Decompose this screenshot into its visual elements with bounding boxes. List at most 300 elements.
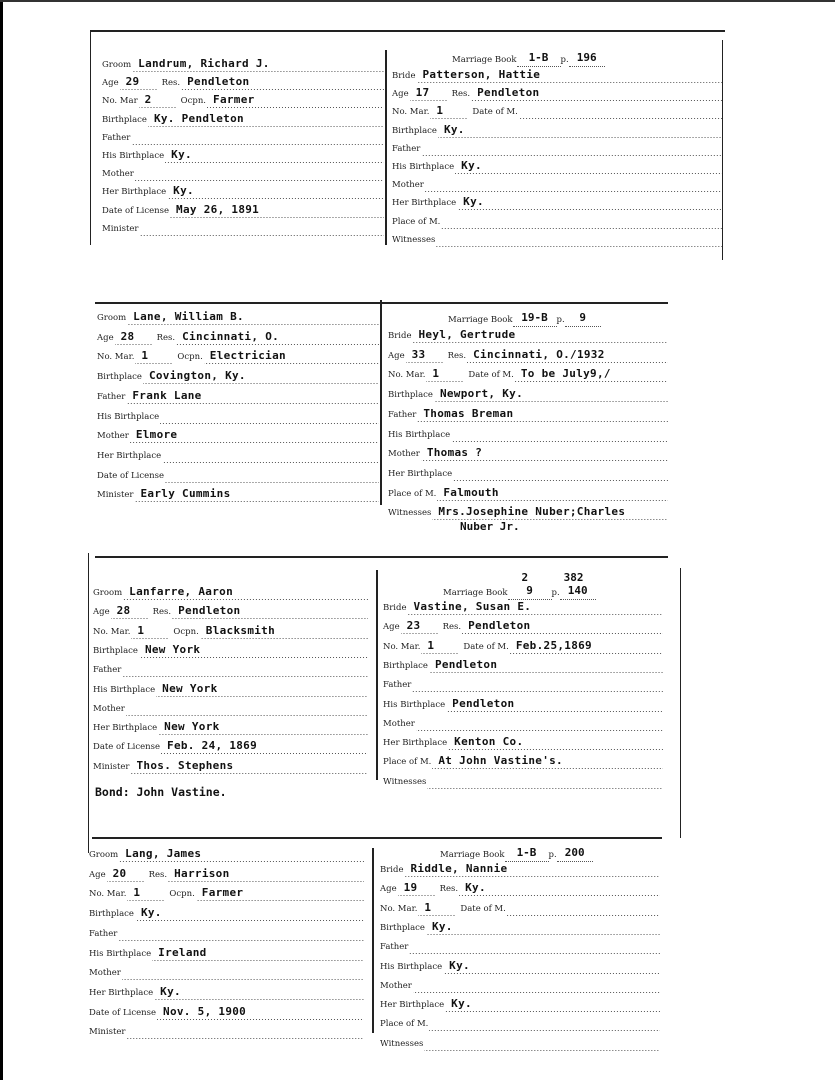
field-value: To be July9,/ xyxy=(520,367,611,381)
groom-field-mother xyxy=(93,699,368,716)
bride-field-mother xyxy=(388,444,668,461)
field-value-line xyxy=(127,884,165,901)
field-label: Res. xyxy=(161,78,181,89)
groom-field-birthplace xyxy=(93,641,368,658)
field-value: Ky. xyxy=(461,159,482,172)
field-label: No. Mar. xyxy=(392,107,430,118)
bride-field-no-mar xyxy=(388,365,668,382)
field-value-line xyxy=(432,752,663,769)
field-value-line xyxy=(453,464,668,481)
field-label: His Birthplace xyxy=(380,961,443,972)
field-value: Blacksmith xyxy=(205,623,276,637)
field-value: Ky. xyxy=(173,184,194,198)
field-value-line xyxy=(107,865,145,882)
field-value-line xyxy=(162,446,379,463)
field-value-line xyxy=(135,904,364,921)
field-value-line xyxy=(398,879,436,896)
field-value-line xyxy=(119,845,364,862)
field-value-line xyxy=(126,387,379,404)
field-value: Landrum, Richard J. xyxy=(138,57,270,70)
field-value-line xyxy=(459,879,660,896)
groom-field-her-birthplace xyxy=(89,983,364,1000)
field-value: Lane, William B. xyxy=(133,310,244,323)
bride-field-place-of-m xyxy=(392,212,722,229)
field-value-line xyxy=(122,660,368,677)
marriage-book-value: 19-B xyxy=(521,311,548,324)
field-value: Ky. xyxy=(431,919,453,933)
field-value: Frank Lane xyxy=(132,388,202,402)
field-value: 23 xyxy=(406,619,421,633)
bride-field-mother xyxy=(380,976,660,993)
field-label: Father xyxy=(388,409,417,420)
field-label: Res. xyxy=(156,332,176,343)
scan-edge-left xyxy=(0,0,3,1080)
field-label: Minister xyxy=(89,1027,126,1038)
field-value: Pendleton xyxy=(477,86,540,100)
bride-field-his-birthplace xyxy=(392,157,722,174)
field-value-line xyxy=(176,328,379,345)
card-column-divider xyxy=(376,570,378,780)
field-value: Ky. xyxy=(140,906,162,920)
bride-field-witnesses xyxy=(380,1034,660,1051)
bride-field-mother xyxy=(392,175,722,192)
marriage-book-number xyxy=(517,51,561,67)
field-value: 28 xyxy=(116,604,131,618)
card-separator-line xyxy=(95,302,668,304)
field-value-line xyxy=(429,656,663,673)
field-label: Res. xyxy=(451,89,471,100)
bride-field-his-birthplace xyxy=(383,695,663,712)
page-value: 200 xyxy=(564,846,585,859)
groom-field-groom xyxy=(102,55,384,72)
marriage-book-label: Marriage Book xyxy=(440,850,505,860)
groom-field-father xyxy=(102,128,384,145)
bride-field-her-birthplace xyxy=(380,995,660,1012)
field-label: Birthplace xyxy=(89,909,134,920)
field-label: Res. xyxy=(152,607,172,618)
field-value-line xyxy=(418,899,456,916)
bride-field-father xyxy=(388,405,668,422)
field-value-line xyxy=(160,407,379,424)
field-label: Her Birthplace xyxy=(97,450,162,461)
field-label: Age xyxy=(93,607,110,618)
field-value: At John Vastine's. xyxy=(438,754,563,768)
groom-field-minister xyxy=(97,485,379,502)
bride-field-witnesses xyxy=(383,772,663,789)
field-value: 33 xyxy=(411,347,426,361)
groom-field-father xyxy=(93,660,368,677)
field-value: 1 xyxy=(432,367,440,381)
groom-field-her-birthplace xyxy=(97,446,379,463)
field-value: Cincinnati, O./1932 xyxy=(473,347,605,361)
field-value: Farmer xyxy=(213,93,255,107)
field-value: Farmer xyxy=(201,886,244,900)
groom-field-date-of-license xyxy=(102,201,384,218)
field-label: Place of M. xyxy=(392,216,441,227)
bride-field-age xyxy=(388,346,668,363)
field-value: Ky. xyxy=(465,881,486,895)
field-value-line xyxy=(158,718,368,735)
field-value-line xyxy=(120,73,158,90)
groom-field-his-birthplace xyxy=(89,944,364,961)
field-label: Witnesses xyxy=(388,508,432,519)
field-value-line xyxy=(123,583,368,600)
field-label: No. Mar xyxy=(102,96,138,107)
field-value: Early Cummins xyxy=(140,487,231,501)
field-value-line xyxy=(430,102,468,119)
field-label: Her Birthplace xyxy=(93,723,158,734)
groom-field-no-mar xyxy=(102,91,384,108)
groom-field-no-mar xyxy=(89,884,364,901)
field-value-line xyxy=(157,1003,364,1020)
bride-field-mother xyxy=(383,714,663,731)
field-value-line xyxy=(467,346,668,363)
bride-field-place-of-m xyxy=(380,1014,660,1031)
bride-field-bride xyxy=(380,860,660,877)
field-value-line xyxy=(421,139,722,156)
field-label: Mother xyxy=(93,703,125,714)
field-value-line xyxy=(172,602,368,619)
field-label: His Birthplace xyxy=(392,162,455,172)
field-label: Age xyxy=(383,622,400,633)
marriage-book-value: 1-B xyxy=(528,51,549,64)
field-value-line xyxy=(462,617,663,634)
bride-field-age xyxy=(392,84,722,101)
field-value: Thomas Breman xyxy=(423,406,514,420)
field-label: Date of M. xyxy=(460,903,506,914)
field-value-line xyxy=(139,641,368,658)
field-value: 1 xyxy=(436,104,444,118)
field-value: 2 xyxy=(144,93,152,107)
bride-field-bride xyxy=(388,326,668,343)
field-value-line xyxy=(131,128,384,145)
card-column-divider xyxy=(372,848,374,1033)
groom-field-age xyxy=(89,865,364,882)
field-label: His Birthplace xyxy=(102,151,165,161)
field-value: Electrician xyxy=(209,349,286,363)
bride-field-no-mar xyxy=(380,899,660,916)
groom-field-mother xyxy=(102,164,384,181)
groom-field-minister xyxy=(93,757,368,774)
field-value: Falmouth xyxy=(443,485,499,499)
bride-field-age xyxy=(383,617,663,634)
bride-field-his-birthplace xyxy=(388,425,668,442)
field-label: Ocpn. xyxy=(169,889,195,900)
field-value: Ky. Pendleton xyxy=(153,111,244,125)
field-value-line xyxy=(417,405,668,422)
groom-field-date-of-license xyxy=(89,1003,364,1020)
field-value-line xyxy=(140,219,385,236)
field-value: 28 xyxy=(120,329,135,343)
page-value: 196 xyxy=(576,51,597,64)
bride-field-witnesses xyxy=(392,230,722,247)
groom-field-father xyxy=(89,924,364,941)
page-label: p. xyxy=(548,850,557,860)
field-value-line xyxy=(408,598,664,615)
field-value-line xyxy=(417,66,723,83)
field-value: Thomas ? xyxy=(426,446,483,460)
field-value: Lanfarre, Aaron xyxy=(129,585,233,598)
field-value-line xyxy=(455,157,722,174)
field-value-line xyxy=(204,347,379,364)
field-label: Birthplace xyxy=(388,390,433,401)
field-value-line xyxy=(437,484,668,501)
field-value-line xyxy=(165,466,379,483)
groom-field-mother xyxy=(89,963,364,980)
page-number xyxy=(569,51,605,67)
field-label: Age xyxy=(102,78,119,89)
field-label: Birthplace xyxy=(383,660,428,671)
field-label: Her Birthplace xyxy=(102,187,167,198)
groom-field-age xyxy=(97,328,379,345)
bride-field-no-mar xyxy=(392,102,722,119)
field-value: Nov. 5, 1900 xyxy=(163,1004,247,1018)
field-label: Date of License xyxy=(89,1007,157,1018)
field-value-line xyxy=(111,602,149,619)
page-label: p. xyxy=(556,315,565,325)
field-value-line xyxy=(135,485,380,502)
field-label: Her Birthplace xyxy=(392,198,457,209)
field-value: 29 xyxy=(125,75,140,89)
field-value-line xyxy=(401,617,439,634)
field-label: Birthplace xyxy=(392,125,437,136)
field-value-line xyxy=(115,328,153,345)
marriage-book-reference xyxy=(452,50,605,67)
field-label: No. Mar. xyxy=(380,903,418,914)
bride-field-birthplace xyxy=(392,121,722,138)
field-label: Mother xyxy=(380,980,412,991)
field-value-line xyxy=(167,182,384,199)
bride-field-father xyxy=(383,675,663,692)
field-value-line xyxy=(181,73,384,90)
bride-field-her-birthplace xyxy=(383,733,663,750)
field-label: Father xyxy=(380,942,409,953)
field-value-line xyxy=(130,426,379,443)
field-value-line xyxy=(429,1014,660,1031)
bride-field-birthplace xyxy=(383,656,663,673)
field-label: Birthplace xyxy=(102,114,147,125)
field-label: His Birthplace xyxy=(89,948,152,959)
marriage-book-value: 1-B xyxy=(516,846,537,859)
field-label: Father xyxy=(97,391,126,402)
field-value: Pendleton xyxy=(187,75,250,89)
groom-field-mother xyxy=(97,426,379,443)
field-label: Date of License xyxy=(102,205,170,216)
marriage-book-value: 9 xyxy=(526,584,533,597)
field-value-line xyxy=(156,680,368,697)
field-label: No. Mar. xyxy=(388,370,426,381)
field-label: Mother xyxy=(388,449,420,460)
field-label: Ocpn. xyxy=(177,352,203,363)
card-edge-line xyxy=(88,553,89,853)
field-label: Groom xyxy=(97,313,127,323)
field-value-line xyxy=(148,110,384,127)
field-value-line xyxy=(471,84,722,101)
groom-field-her-birthplace xyxy=(102,182,384,199)
marriage-book-reference xyxy=(448,310,601,327)
field-value-line xyxy=(445,995,660,1012)
field-value: Mrs.Josephine Nuber;Charles xyxy=(438,505,626,519)
field-label: No. Mar. xyxy=(93,626,131,637)
field-value: Heyl, Gertrude xyxy=(418,328,516,341)
field-label: Witnesses xyxy=(383,776,427,787)
field-label: Witnesses xyxy=(392,234,436,245)
field-label: His Birthplace xyxy=(97,411,160,422)
field-value-line xyxy=(196,884,364,901)
field-value: Ky. xyxy=(443,122,465,136)
field-value: Pendleton xyxy=(452,696,515,710)
field-value-line xyxy=(438,121,722,138)
field-value-line xyxy=(421,637,459,654)
field-value: Pendleton xyxy=(434,657,498,671)
field-value-line xyxy=(424,1034,660,1051)
field-value-line xyxy=(446,695,663,712)
bride-field-her-birthplace xyxy=(388,464,668,481)
groom-field-birthplace xyxy=(97,367,379,384)
bride-field-place-of-m xyxy=(388,484,668,501)
page-value: 140 xyxy=(567,584,588,597)
field-label: Groom xyxy=(102,60,132,70)
field-label: Date of M. xyxy=(463,641,509,652)
bond-note: Bond: John Vastine. xyxy=(95,785,227,799)
field-label: Date of License xyxy=(97,470,165,481)
groom-field-date-of-license xyxy=(97,466,379,483)
groom-field-his-birthplace xyxy=(97,407,379,424)
field-label: Res. xyxy=(148,869,168,880)
field-label: Bride xyxy=(383,603,407,613)
field-value-line xyxy=(410,84,448,101)
field-label: Ocpn. xyxy=(180,96,207,107)
field-value-line xyxy=(434,385,668,402)
groom-field-groom xyxy=(89,845,364,862)
field-label: Res. xyxy=(447,350,467,361)
field-value-line xyxy=(126,699,368,716)
field-value-line xyxy=(421,444,668,461)
field-label: Age xyxy=(392,89,409,100)
field-value: 19 xyxy=(403,881,418,895)
field-value-line xyxy=(441,212,722,229)
field-value-line xyxy=(152,944,364,961)
field-value-line xyxy=(132,55,384,72)
field-value: Cincinnati, O. xyxy=(182,329,280,343)
groom-field-no-mar xyxy=(93,622,368,639)
field-label: Birthplace xyxy=(97,372,142,383)
field-value-line xyxy=(448,733,663,750)
field-value: 1 xyxy=(133,886,141,900)
field-value: Lang, James xyxy=(125,847,202,860)
field-label: Place of M. xyxy=(388,488,437,499)
groom-field-minister xyxy=(102,219,384,236)
groom-field-his-birthplace xyxy=(93,680,368,697)
field-label: Father xyxy=(93,665,122,676)
field-value: 17 xyxy=(415,86,430,100)
field-value: Pendleton xyxy=(468,619,531,633)
field-value-line xyxy=(426,918,660,935)
field-label: Age xyxy=(380,884,397,895)
field-label: Date of License xyxy=(93,742,161,753)
groom-field-date-of-license xyxy=(93,737,368,754)
field-label: Father xyxy=(392,143,421,154)
field-value-line xyxy=(432,503,668,520)
groom-field-groom xyxy=(93,583,368,600)
field-value: 1 xyxy=(141,349,149,363)
field-value-line xyxy=(409,937,660,954)
page-label: p. xyxy=(551,588,560,598)
bride-field-place-of-m xyxy=(383,752,663,769)
bride-field-bride xyxy=(383,598,663,615)
field-label: Date of M. xyxy=(468,370,514,381)
field-value-line xyxy=(443,957,660,974)
field-label: Her Birthplace xyxy=(380,1000,445,1011)
field-value: New York xyxy=(164,720,220,734)
field-value-line xyxy=(416,714,663,731)
page-superscript: 382 xyxy=(563,571,584,584)
bride-field-his-birthplace xyxy=(380,957,660,974)
field-value: 1 xyxy=(427,638,435,652)
field-value-line xyxy=(200,622,368,639)
field-label: His Birthplace xyxy=(388,429,451,440)
witnesses-continued: Nuber Jr. xyxy=(460,520,520,533)
field-label: Res. xyxy=(442,622,462,633)
card-edge-line xyxy=(680,568,681,838)
bride-field-age xyxy=(380,879,660,896)
field-value-line xyxy=(510,637,663,654)
field-value: Ky. xyxy=(449,958,470,972)
field-label: Place of M. xyxy=(380,1019,429,1030)
field-value-line xyxy=(131,757,369,774)
field-label: No. Mar. xyxy=(89,889,127,900)
field-value-line xyxy=(139,91,177,108)
field-label: Minister xyxy=(97,490,134,501)
page-label: p. xyxy=(560,55,569,65)
field-value: Ky. xyxy=(451,997,472,1011)
field-value-line xyxy=(457,193,722,210)
field-label: Bride xyxy=(388,331,412,341)
field-label: Groom xyxy=(93,588,123,598)
field-value: Feb. 24, 1869 xyxy=(167,739,258,753)
field-value: May 26, 1891 xyxy=(176,202,260,216)
groom-field-groom xyxy=(97,308,379,325)
field-value: Ky. xyxy=(463,195,484,209)
groom-field-birthplace xyxy=(102,110,384,127)
field-label: Bride xyxy=(380,865,404,875)
field-value: Kenton Co. xyxy=(454,735,524,749)
field-label: Age xyxy=(89,869,106,880)
field-label: His Birthplace xyxy=(93,684,156,695)
field-value: Thos. Stephens xyxy=(136,758,234,772)
marriage-book-number xyxy=(513,311,557,327)
field-value-line xyxy=(406,346,444,363)
field-label: Mother xyxy=(383,718,415,729)
field-value: Vastine, Susan E. xyxy=(413,600,532,613)
field-label: Age xyxy=(388,350,405,361)
field-label: Father xyxy=(89,928,118,939)
field-label: Minister xyxy=(102,223,139,234)
card-column-divider xyxy=(385,50,387,245)
marriage-book-superscript: 2 xyxy=(521,571,529,584)
field-value-line xyxy=(207,91,384,108)
page-value: 9 xyxy=(579,311,586,324)
card-separator-line xyxy=(90,30,725,32)
marriage-book-label: Marriage Book xyxy=(452,55,517,65)
field-value: New York xyxy=(144,642,201,656)
card-edge-line xyxy=(90,30,91,245)
field-value-line xyxy=(507,899,660,916)
marriage-book-label: Marriage Book xyxy=(448,315,513,325)
field-label: His Birthplace xyxy=(383,699,446,710)
field-value: 1 xyxy=(424,900,432,914)
field-label: Birthplace xyxy=(380,922,425,933)
